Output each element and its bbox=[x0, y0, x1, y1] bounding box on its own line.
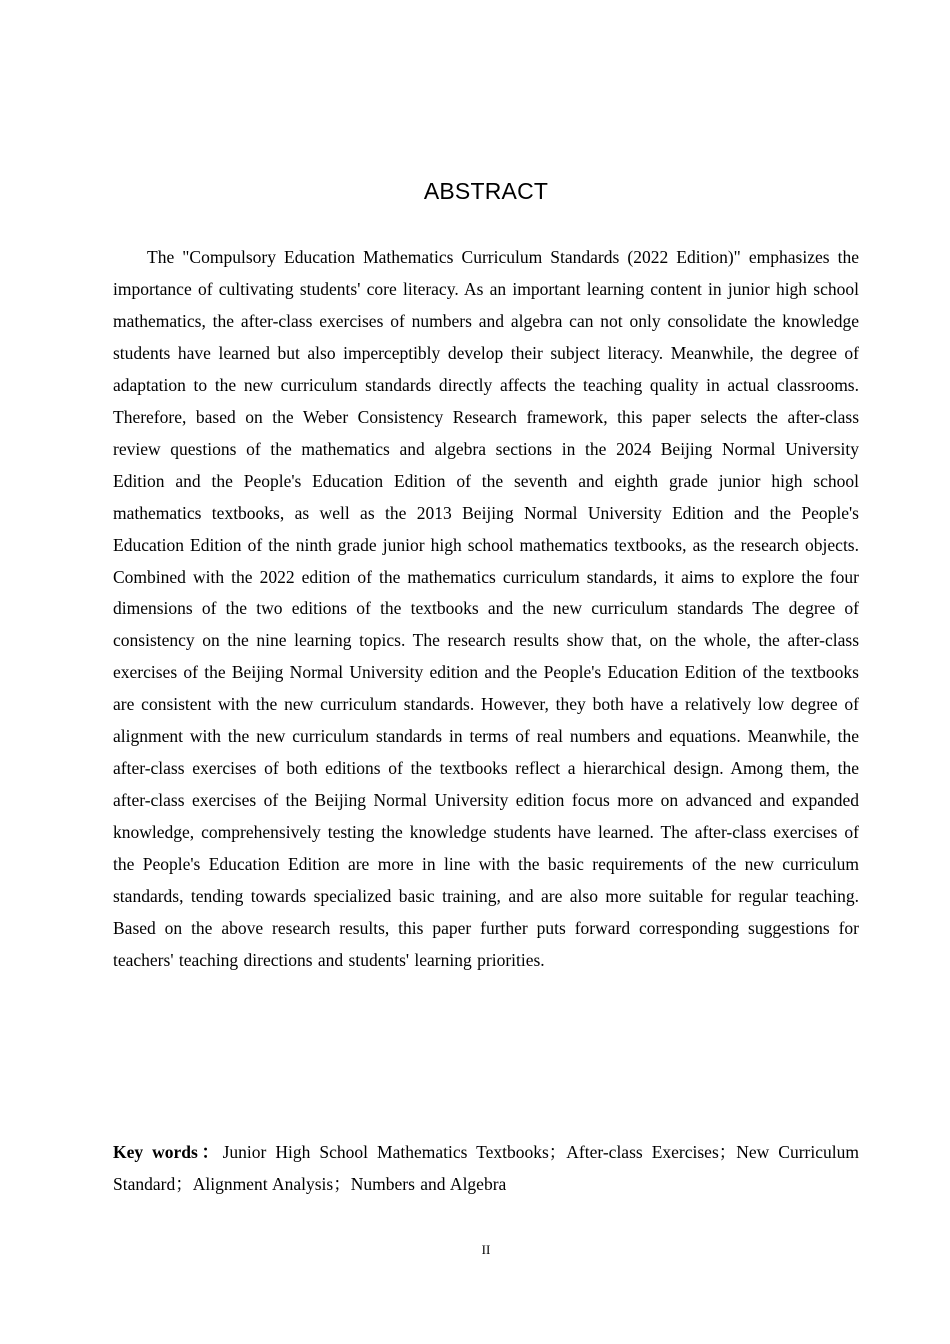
keywords-label: Key words： bbox=[113, 1142, 223, 1162]
page-number: II bbox=[481, 1242, 491, 1257]
keywords-paragraph bbox=[113, 1136, 859, 1200]
keywords-text: Junior High School Mathematics Textbooks；After-class Exercises；New Curriculum Standard；Alignment Analysis；Numbers and Algebra bbox=[113, 1142, 859, 1194]
abstract-title: ABSTRACT bbox=[423, 178, 549, 204]
abstract-body: The "Compulsory Education Mathematics Curriculum Standards (2022 Edition)" emphasizes the importance of cultivating students' core literacy. As an important learning content in junior high school mathematics, the after-class exercises of numbers and algebra can not only consolidate the knowledge students have learned but also imperceptibly develop their subject literacy. Meanwhile, the degree of adaptation to the new curriculum standards directly affects the teaching quality in actual classrooms. Therefore, based on the Weber Consistency Research framework, this paper selects the after-class review questions of the mathematics and algebra sections in the 2024 Beijing Normal University Edition and the People's Education Edition of the seventh and eighth grade junior high school mathematics textbooks, as well as the 2013 Beijing Normal University Edition and the People's Education Edition of the ninth grade junior high school mathematics textbooks, as the research objects. Combined with the 2022 edition of the mathematics curriculum standards, it aims to explore the four dimensions of the two editions of the textbooks and the new curriculum standards The degree of consistency on the nine learning topics. The research results show that, on the whole, the after-class exercises of the Beijing Normal University edition and the People's Education Edition of the textbooks are consistent with the new curriculum standards. However, they both have a relatively low degree of alignment with the new curriculum standards in terms of real numbers and equations. Meanwhile, the after-class exercises of both editions of the textbooks reflect a hierarchical design. Among them, the after-class exercises of the Beijing Normal University edition focus more on advanced and expanded knowledge, comprehensively testing the knowledge students have learned. The after-class exercises of the People's Education Edition are more in line with the basic requirements of the new curriculum standards, tending towards specialized basic training, and are also more suitable for regular teaching. Based on the above research results, this paper further puts forward corresponding suggestions for teachers' teaching directions and students' learning priorities. bbox=[113, 247, 859, 970]
